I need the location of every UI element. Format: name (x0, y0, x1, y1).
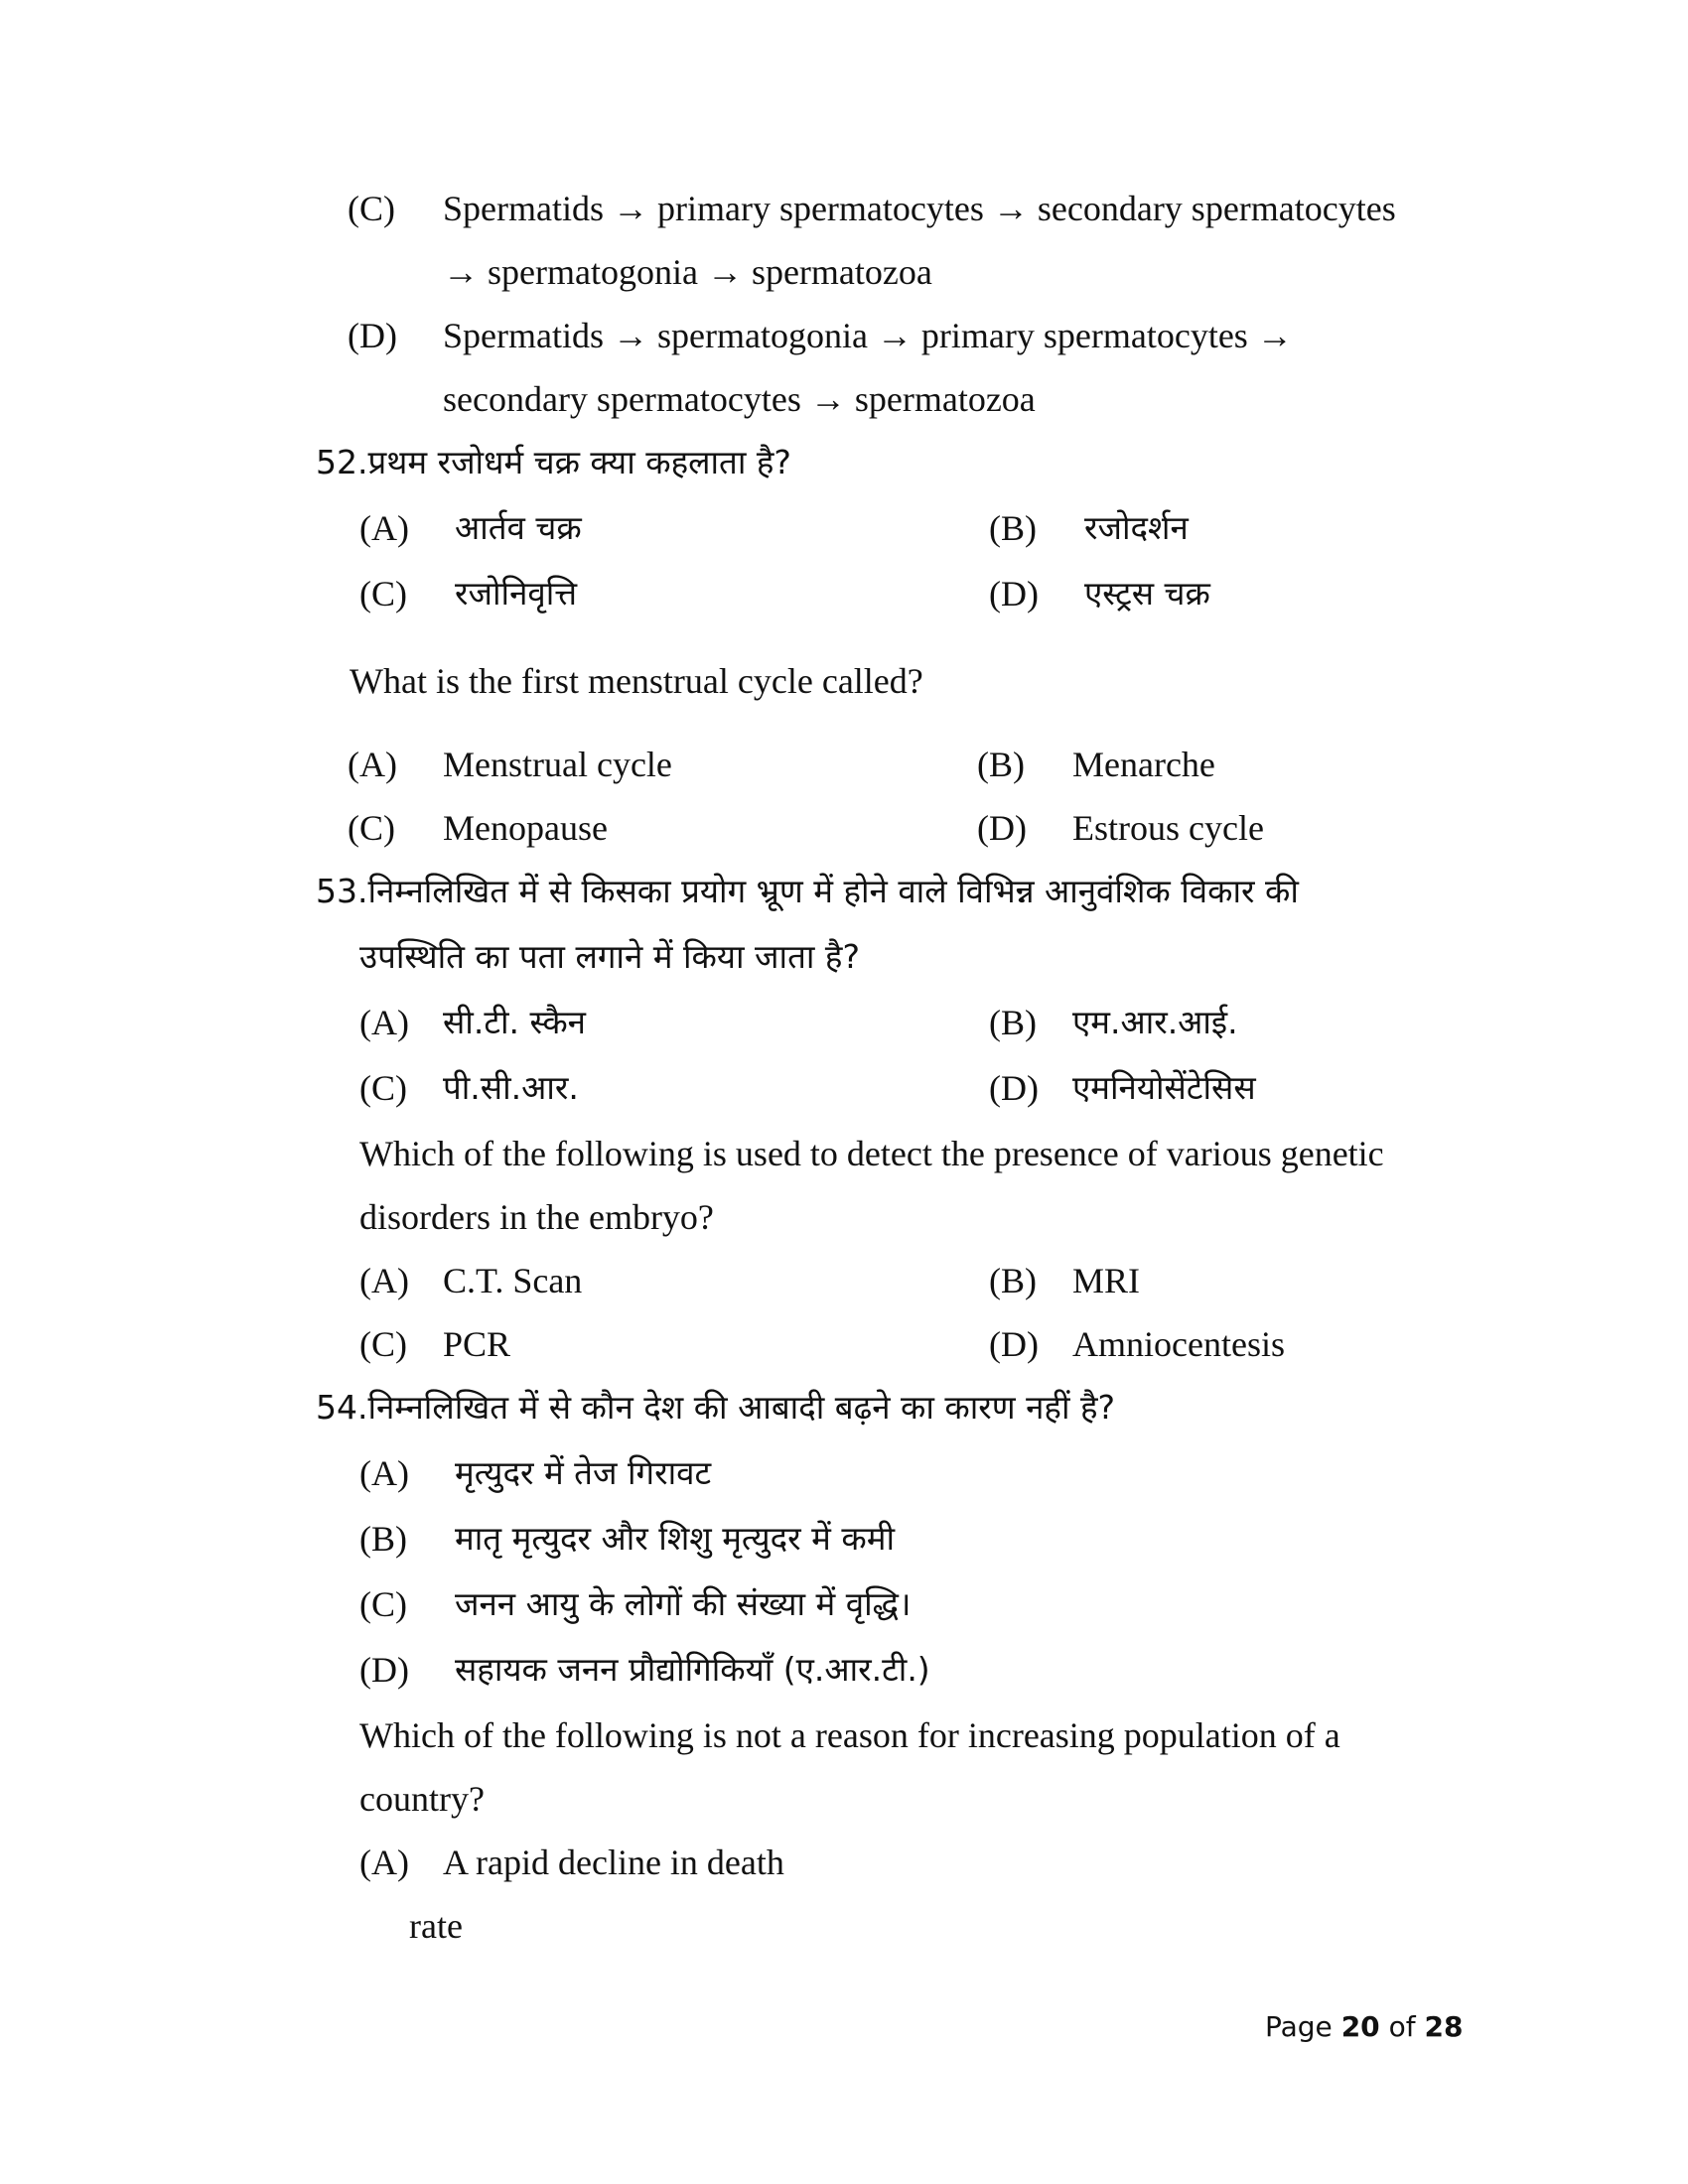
q54-option-a-line1: A rapid decline in death (443, 1843, 784, 1882)
q53-hindi-option-a: सी.टी. स्कैन (443, 1003, 586, 1041)
q52-hindi-option-b-label: (B) (989, 508, 1037, 548)
question-54-english-line2: country? (359, 1779, 485, 1819)
q53-hindi-option-b: एम.आर.आई. (1072, 1003, 1238, 1041)
question-52-english: What is the first menstrual cycle called? (350, 661, 923, 701)
q53-option-a: C.T. Scan (443, 1261, 583, 1300)
option-text-d-line2: secondary spermatocytes → spermatozoa (443, 379, 1036, 419)
q54-hindi-option-c-label: (C) (359, 1584, 407, 1624)
question-53-english-line2: disorders in the embryo? (359, 1197, 714, 1237)
page-total: 28 (1424, 2010, 1464, 2043)
q54-hindi-option-a-label: (A) (359, 1453, 409, 1493)
q54-hindi-option-b-label: (B) (359, 1519, 407, 1559)
q54-hindi-option-d-label: (D) (359, 1650, 409, 1690)
q53-hindi-option-c-label: (C) (359, 1068, 407, 1108)
question-53-hindi-line2: उपस्थिति का पता लगाने में किया जाता है? (359, 937, 860, 976)
option-text-c-line2: → spermatogonia → spermatozoa (443, 252, 932, 292)
page-footer (1265, 2009, 1463, 2045)
q52-option-c: Menopause (443, 808, 608, 848)
q52-hindi-option-a: आर्तव चक्र (455, 508, 582, 547)
q53-hindi-option-c: पी.सी.आर. (443, 1068, 579, 1107)
q52-hindi-option-c-label: (C) (359, 574, 407, 614)
q52-hindi-option-b: रजोदर्शन (1084, 508, 1189, 547)
question-52-hindi: 52.प्रथम रजोधर्म चक्र क्या कहलाता है? (316, 443, 791, 481)
q54-hindi-option-a: मृत्युदर में तेज गिरावट (455, 1453, 712, 1492)
q52-hindi-option-d: एस्ट्रस चक्र (1084, 574, 1210, 613)
q53-option-c-label: (C) (359, 1324, 407, 1364)
q53-option-a-label: (A) (359, 1261, 409, 1300)
question-54-hindi: 54.निम्नलिखित में से कौन देश की आबादी बढ़ने का कारण नहीं है? (316, 1388, 1116, 1427)
q53-option-c: PCR (443, 1324, 511, 1364)
q53-option-d: Amniocentesis (1072, 1324, 1285, 1364)
q52-option-a-label: (A) (348, 745, 397, 784)
page-word: Page (1265, 2010, 1333, 2043)
q53-option-b: MRI (1072, 1261, 1141, 1300)
q52-option-b: Menarche (1072, 745, 1215, 784)
q52-hindi-option-c: रजोनिवृत्ति (455, 574, 578, 613)
q54-hindi-option-b: मातृ मृत्युदर और शिशु मृत्युदर में कमी (455, 1519, 895, 1558)
q52-option-d: Estrous cycle (1072, 808, 1264, 848)
of-word: of (1388, 2010, 1416, 2043)
q52-hindi-option-a-label: (A) (359, 508, 409, 548)
option-label-d: (D) (348, 316, 397, 355)
q52-hindi-option-d-label: (D) (989, 574, 1039, 614)
q53-option-d-label: (D) (989, 1324, 1039, 1364)
question-54-english-line1: Which of the following is not a reason for increasing population of a (359, 1715, 1340, 1755)
option-text-d-line1: Spermatids → spermatogonia → primary spermatocytes → (443, 316, 1293, 355)
q53-hindi-option-b-label: (B) (989, 1003, 1037, 1042)
option-text-c-line1: Spermatids → primary spermatocytes → secondary spermatocytes (443, 189, 1396, 228)
q52-option-d-label: (D) (977, 808, 1027, 848)
question-53-hindi-line1: 53.निम्नलिखित में से किसका प्रयोग भ्रूण में होने वाले विभिन्न आनुवंशिक विकार की (316, 872, 1299, 910)
q54-option-a-label: (A) (359, 1843, 409, 1882)
q52-option-c-label: (C) (348, 808, 395, 848)
q52-option-a: Menstrual cycle (443, 745, 672, 784)
option-label-c: (C) (348, 189, 395, 228)
q54-hindi-option-d: सहायक जनन प्रौद्योगिकियाँ (ए.आर.टी.) (455, 1650, 930, 1689)
q52-option-b-label: (B) (977, 745, 1025, 784)
question-53-english-line1: Which of the following is used to detect the presence of various genetic (359, 1134, 1384, 1173)
q53-hindi-option-a-label: (A) (359, 1003, 409, 1042)
q53-option-b-label: (B) (989, 1261, 1037, 1300)
q54-option-a-line2: rate (409, 1906, 463, 1946)
page-number: 20 (1340, 2010, 1380, 2043)
q54-hindi-option-c: जनन आयु के लोगों की संख्या में वृद्धि। (455, 1584, 912, 1623)
q53-hindi-option-d-label: (D) (989, 1068, 1039, 1108)
q53-hindi-option-d: एमनियोसेंटेसिस (1072, 1068, 1256, 1107)
